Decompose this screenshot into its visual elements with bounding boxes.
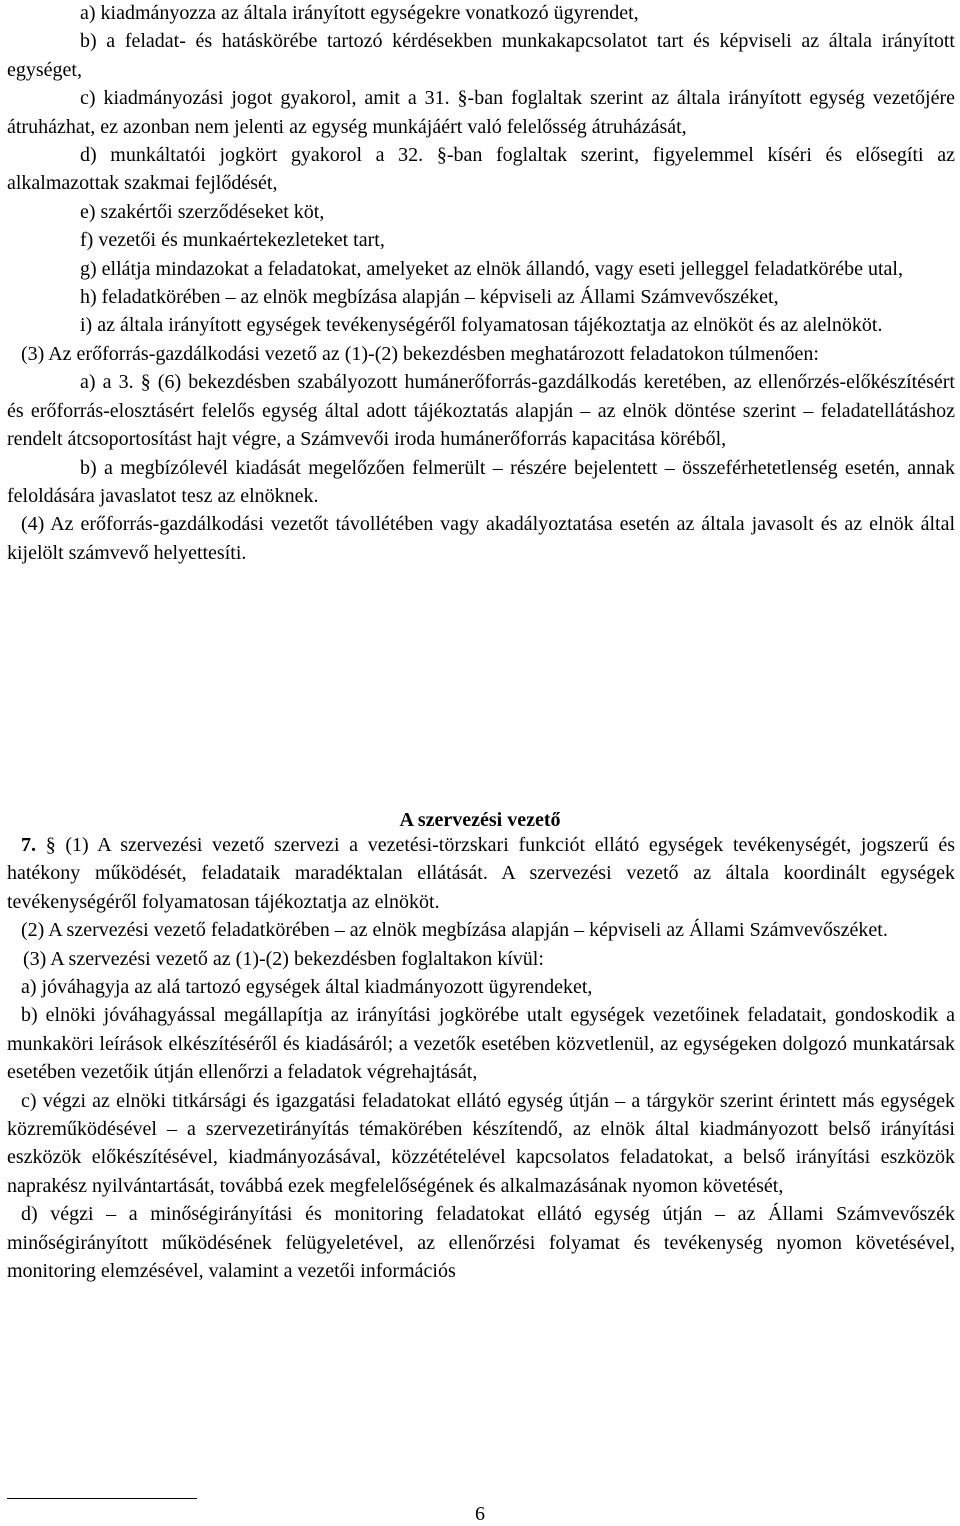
section-7-paragraph-2: (2) A szervezési vezető feladatkörében – az elnök megbízása alapján – képviseli az Állami Számvevőszéket. — [21, 919, 888, 942]
paragraph-4: (4) Az erőforrás-gazdálkodási vezetőt távollétében vagy akadályoztatása esetén az általa javasolt és az elnök által kijelölt számvevő helyettesíti. — [7, 513, 955, 564]
lower-text-block — [7, 831, 955, 1286]
item-3a: a) a 3. § (6) bekezdésben szabályozott humánerőforrás-gazdálkodás keretében, az ellenőrzés-előkészítésért és erőforrás-elosztásért felelős egység által adott tájékoztatás alapján – az elnök döntése szerint – feladatellátáshoz rendelt átcsoportosítást hajt végre, a Számvevői iroda humánerőforrás kapacitása köréből, — [7, 371, 955, 451]
section-7-item-b: b) elnöki jóváhagyással megállapítja az irányítási jogkörébe utalt egységek vezetőinek feladatait, gondoskodik a munkaköri leírások elkészítéséről és kiadásáról; a vezetők esetében közvetlenül, az egységeken dolgozó munkatársak esetében vezetőik útján ellenőrzi a feladatok végrehajtását, — [7, 1004, 955, 1084]
section-7-paragraph-3: (3) A szervezési vezető az (1)-(2) bekezdésben foglaltakon kívül: — [23, 947, 544, 970]
section-number: 7. — [21, 834, 36, 856]
item-f: f) vezetői és munkaértekezleteket tart, — [80, 229, 385, 252]
section-7-paragraph-1 — [7, 831, 955, 916]
section-7-item-c: c) végzi az elnöki titkársági és igazgatási feladatokat ellátó egység útján – a tárgykör szerint érintett más egységek közreműködésével – a szervezetirányítás témakörében készítendő, az elnök által kiadmányozott belső irányítási eszközök előkészítésével, kiadmányozásával, közzétételével kapcsolatos feladatokat, a belső irányítási eszközök naprakész nyilvántartását, továbbá ezek megfelelőségének és alkalmazásának nyomon követését, — [7, 1089, 955, 1197]
upper-text-block — [7, 0, 955, 567]
item-d: d) munkáltatói jogkört gyakorol a 32. §-ban foglaltak szerint, figyelemmel kíséri és elősegíti az alkalmazottak szakmai fejlődését, — [7, 144, 955, 195]
paragraph-3: (3) Az erőforrás-gazdálkodási vezető az (1)-(2) bekezdésben meghatározott feladatokon túlmenően: — [21, 342, 819, 365]
item-a: a) kiadmányozza az általa irányított egységekre vonatkozó ügyrendet, — [80, 2, 639, 24]
page-number: 6 — [475, 1503, 485, 1525]
item-g: g) ellátja mindazokat a feladatokat, amelyeket az elnök állandó, vagy eseti jelleggel feladatkörébe utal, — [80, 257, 903, 280]
item-c: c) kiadmányozási jogot gyakorol, amit a 31. §-ban foglaltak szerint az általa irányított egység vezetőjére átruházhat, ez azonban nem jelenti az egység munkájáért való felelősség átruházását, — [7, 87, 955, 138]
footer-rule — [7, 1498, 197, 1499]
section-heading: A szervezési vezető — [399, 809, 561, 831]
section-7-item-d: d) végzi – a minőségirányítási és monitoring feladatokat ellátó egység útján – az Állami Számvevőszék minőségirányított működésének felügyeletével, az ellenőrzési folyamat és tevékenység nyomon követésével, monitoring elemzésével, valamint a vezetői információs — [7, 1203, 955, 1283]
item-b: b) a feladat- és hatáskörébe tartozó kérdésekben munkakapcsolatot tart és képviseli az általa irányított egységet, — [7, 30, 955, 81]
section-7-item-a: a) jóváhagyja az alá tartozó egységek által kiadmányozott ügyrendeket, — [21, 976, 593, 999]
item-e: e) szakértői szerződéseket köt, — [80, 200, 325, 223]
item-h: h) feladatkörében – az elnök megbízása alapján – képviseli az Állami Számvevőszéket, — [80, 286, 779, 309]
section-7-paragraph-1-text: § (1) A szervezési vezető szervezi a vezetési-törzskari funkciót ellátó egységek tevékenységét, jogszerű és hatékony működését, feladataik maradéktalan ellátását. A szervezési vezető az általa koordinált egységek tevékenységéről folyamatosan tájékoztatja az elnököt. — [7, 834, 956, 913]
item-i: i) az általa irányított egységek tevékenységéről folyamatosan tájékoztatja az elnököt és az alelnököt. — [80, 314, 883, 337]
item-3b: b) a megbízólevél kiadását megelőzően felmerült – részére bejelentett – összeférhetetlenség esetén, annak feloldására javaslatot tesz az elnöknek. — [7, 456, 955, 507]
